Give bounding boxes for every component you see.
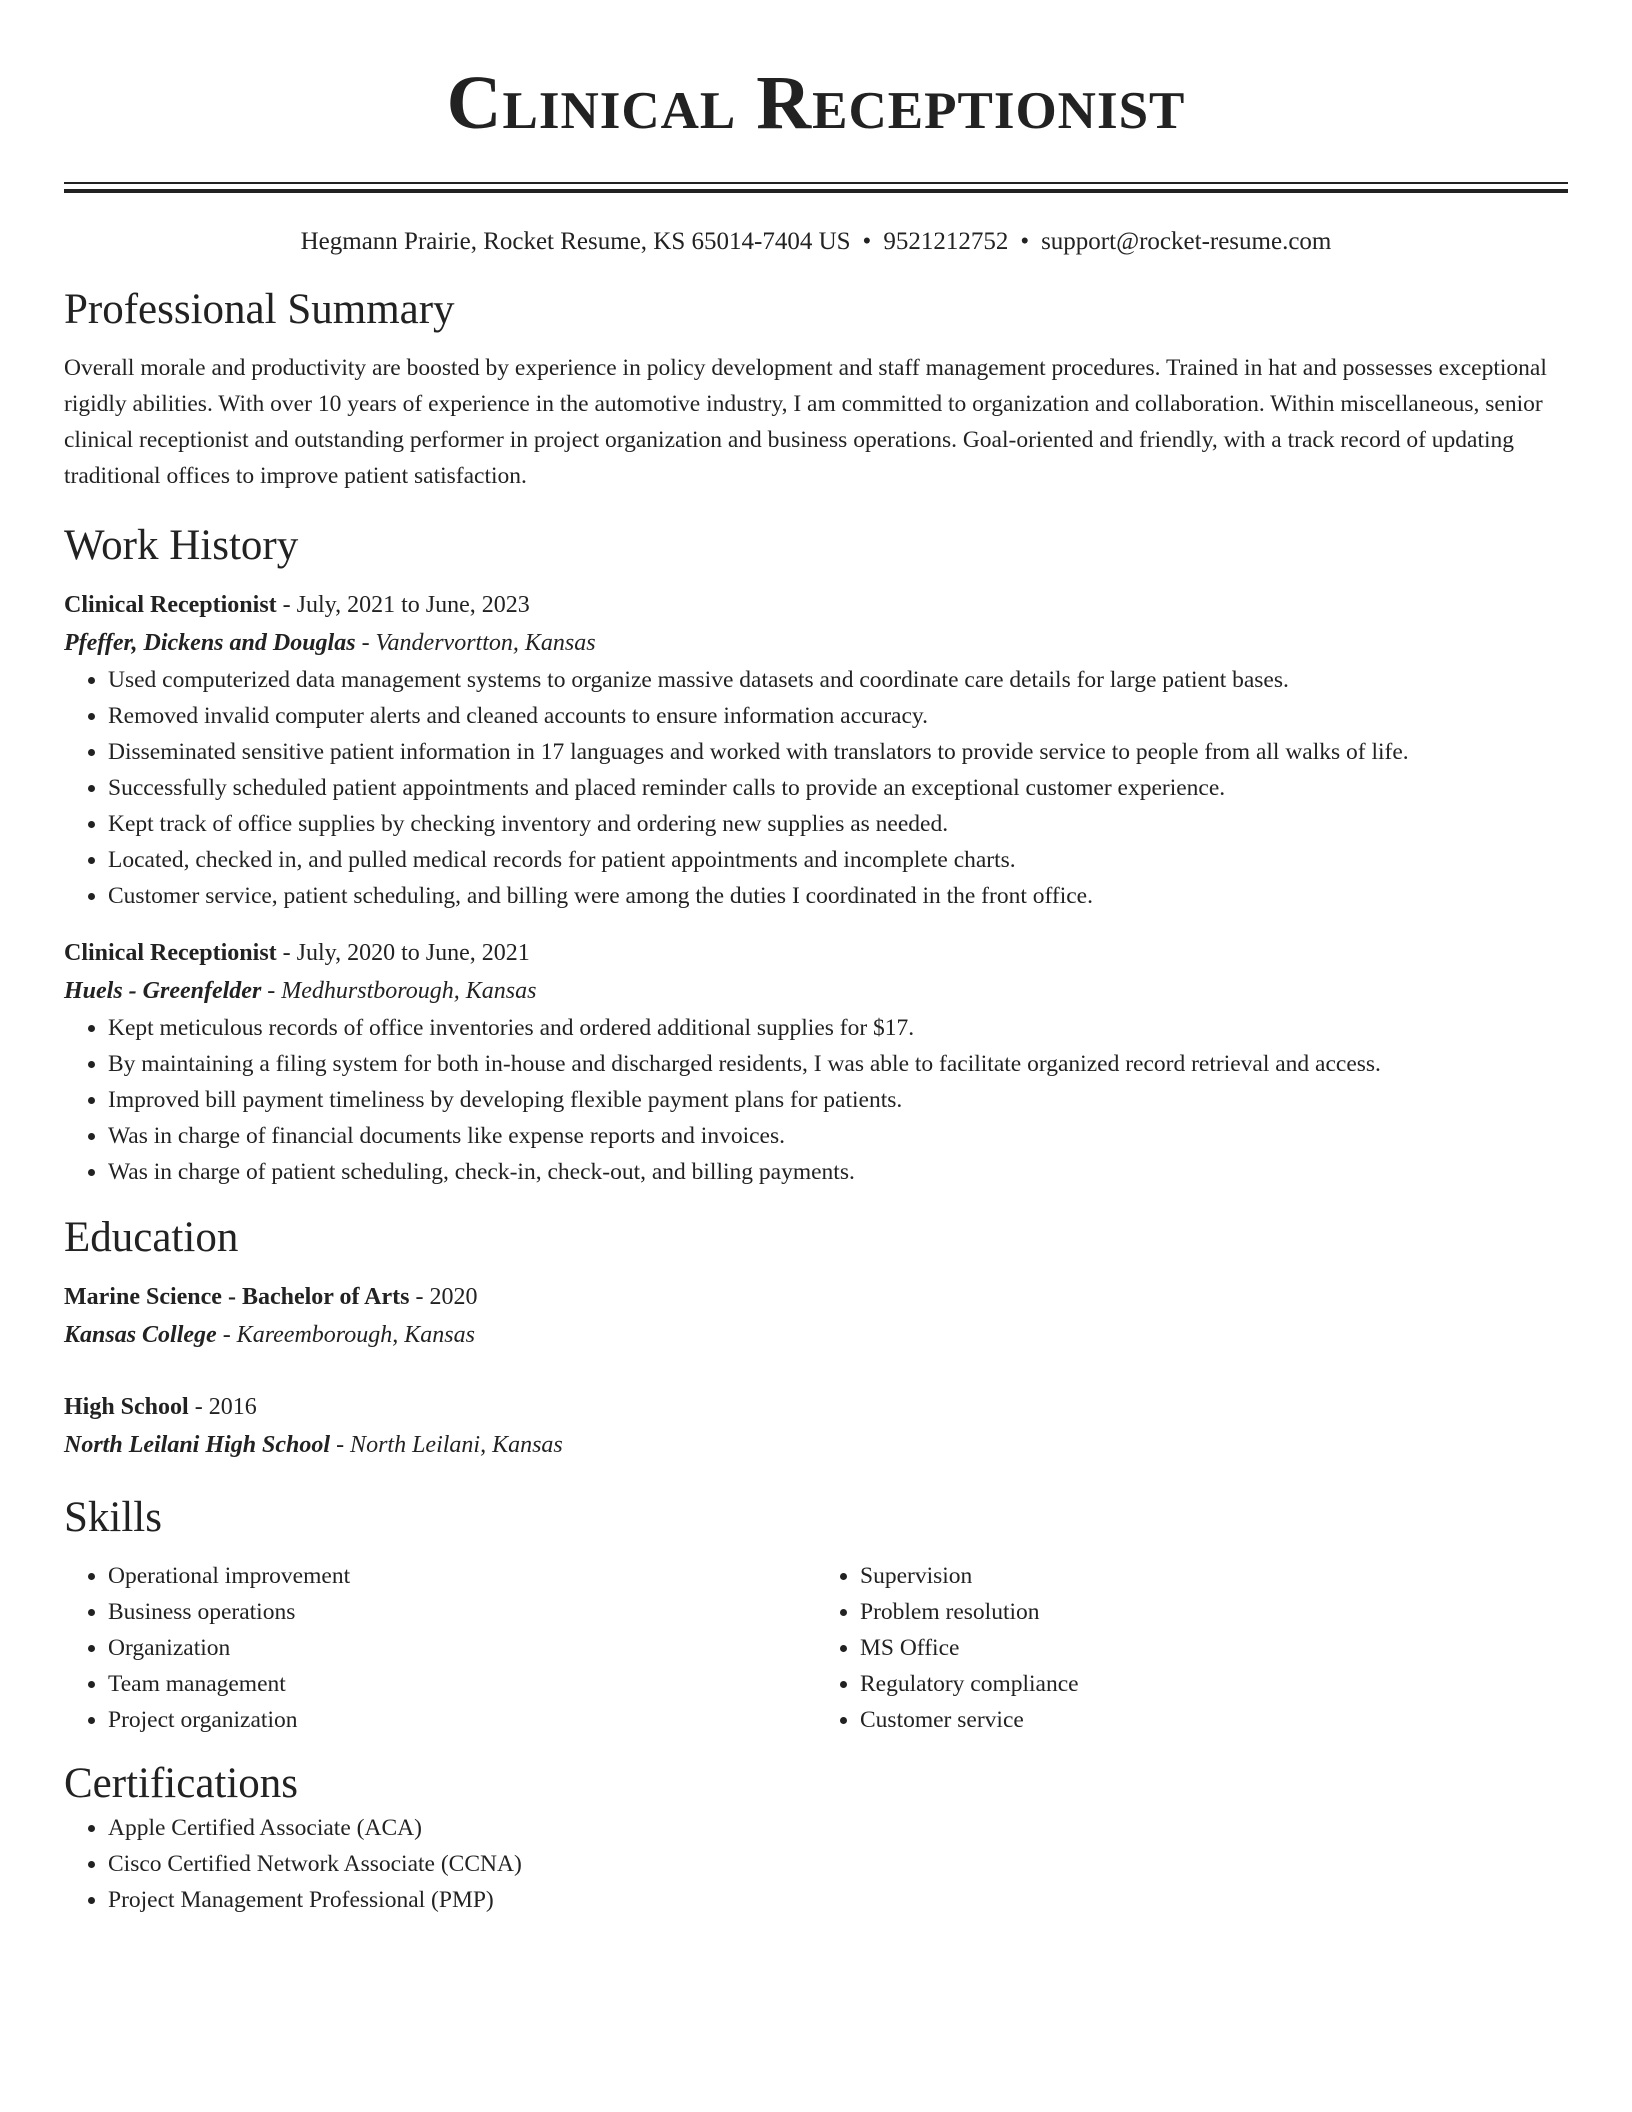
job-duty-item: • Removed invalid computer alerts and cleaned accounts to ensure information accuracy. [108,698,1568,734]
skills-list-right [816,1558,1568,1738]
contact-phone: 9521212752 [883,228,1009,255]
contact-separator: • [1020,228,1030,255]
job-employer [64,972,1568,1010]
skill-item: • Project organization [108,1702,816,1738]
job-duty-item: • Kept track of office supplies by checking inventory and ordering new supplies as needed. [108,806,1568,842]
job-company: Pfeffer, Dickens and Douglas [64,630,356,656]
education-school-line [64,1426,1568,1464]
job-duty-item: • Customer service, patient scheduling, and billing were among the duties I coordinated in the front office. [108,878,1568,914]
job-entry [64,586,1568,914]
education-entry [64,1388,1568,1464]
education-school-line [64,1316,1568,1354]
summary-section [64,284,1568,494]
contact-address: Hegmann Prairie, Rocket Resume, KS 65014-7404 US [300,228,851,255]
job-duty-item: • Disseminated sensitive patient information in 17 languages and worked with translators to provide service to people from all walks of life. [108,734,1568,770]
skills-section [64,1492,1568,1738]
contact-separator: • [862,228,872,255]
skills-grid [64,1558,1568,1738]
summary-heading: Professional Summary [64,286,455,333]
skill-item: • Regulatory compliance [860,1666,1568,1702]
certification-item: • Apple Certified Associate (ACA) [108,1810,1568,1846]
skill-item: • MS Office [860,1630,1568,1666]
certifications-heading: Certifications [64,1760,299,1807]
education-header [64,1388,1568,1426]
certifications-section [64,1758,1568,1918]
job-header [64,934,1568,972]
job-entry [64,934,1568,1190]
education-entry [64,1278,1568,1354]
skill-item: • Business operations [108,1594,816,1630]
job-dates: - July, 2021 to June, 2023 [276,592,530,618]
divider-thin-line [64,182,1568,184]
skill-item: • Organization [108,1630,816,1666]
job-duty-item: • Improved bill payment timeliness by developing flexible payment plans for patients. [108,1082,1568,1118]
job-duty-item: • By maintaining a filing system for both in-house and discharged residents, I was able to facilitate organized record retrieval and access. [108,1046,1568,1082]
work-history-section [64,520,1568,1190]
skill-item: • Team management [108,1666,816,1702]
resume-name-title: Clinical Receptionist [446,61,1186,145]
education-location: - Kareemborough, Kansas [216,1322,475,1348]
certification-item: • Cisco Certified Network Associate (CCNA) [108,1846,1568,1882]
title-divider [64,182,1568,193]
skill-item: • Operational improvement [108,1558,816,1594]
contact-info [64,226,1568,258]
education-degree: Marine Science - Bachelor of Arts [64,1284,410,1310]
education-degree: High School [64,1394,189,1420]
job-location: - Vandervortton, Kansas [355,630,596,656]
education-year: - 2020 [409,1284,478,1310]
job-title: Clinical Receptionist [64,592,277,618]
divider-thick-line [64,189,1568,193]
job-duty-item: • Successfully scheduled patient appointments and placed reminder calls to provide an exceptional customer experience. [108,770,1568,806]
job-duty-item: • Located, checked in, and pulled medical records for patient appointments and incomplete charts. [108,842,1568,878]
skill-item: • Customer service [860,1702,1568,1738]
summary-text: Overall morale and productivity are boosted by experience in policy development and staff management procedures. Trained in hat and possesses exceptional rigidly abilities. With over 10 years of experience in the automotive industry, I am committed to organization and collaboration. Within miscellaneous, senior clinical receptionist and outstanding performer in project organization and business operations. Goal-oriented and friendly, with a track record of updating traditional offices to improve patient satisfaction. [64,355,1547,489]
job-duty-item: • Used computerized data management systems to organize massive datasets and coordinate care details for large patient bases. [108,662,1568,698]
contact-email: support@rocket-resume.com [1041,228,1332,255]
job-duty-item: • Was in charge of financial documents like expense reports and invoices. [108,1118,1568,1154]
job-company: Huels - Greenfelder [64,978,262,1004]
job-location: - Medhurstborough, Kansas [261,978,537,1004]
skill-item: • Supervision [860,1558,1568,1594]
job-employer [64,624,1568,662]
job-duties-list [64,1010,1568,1190]
certification-item: • Project Management Professional (PMP) [108,1882,1568,1918]
education-header [64,1278,1568,1316]
education-school: Kansas College [64,1322,217,1348]
job-duty-item: • Kept meticulous records of office inventories and ordered additional supplies for $17. [108,1010,1568,1046]
job-header [64,586,1568,624]
skills-heading: Skills [64,1494,162,1541]
education-year: - 2016 [188,1394,257,1420]
education-section [64,1212,1568,1464]
education-school: North Leilani High School [64,1432,331,1458]
education-location: - North Leilani, Kansas [330,1432,563,1458]
skills-list-left [64,1558,816,1738]
job-title: Clinical Receptionist [64,940,277,966]
skill-item: • Problem resolution [860,1594,1568,1630]
job-duty-item: • Was in charge of patient scheduling, check-in, check-out, and billing payments. [108,1154,1568,1190]
education-heading: Education [64,1214,239,1261]
job-duties-list [64,662,1568,914]
certifications-list [64,1810,1568,1918]
work-history-heading: Work History [64,522,299,569]
job-dates: - July, 2020 to June, 2021 [276,940,530,966]
